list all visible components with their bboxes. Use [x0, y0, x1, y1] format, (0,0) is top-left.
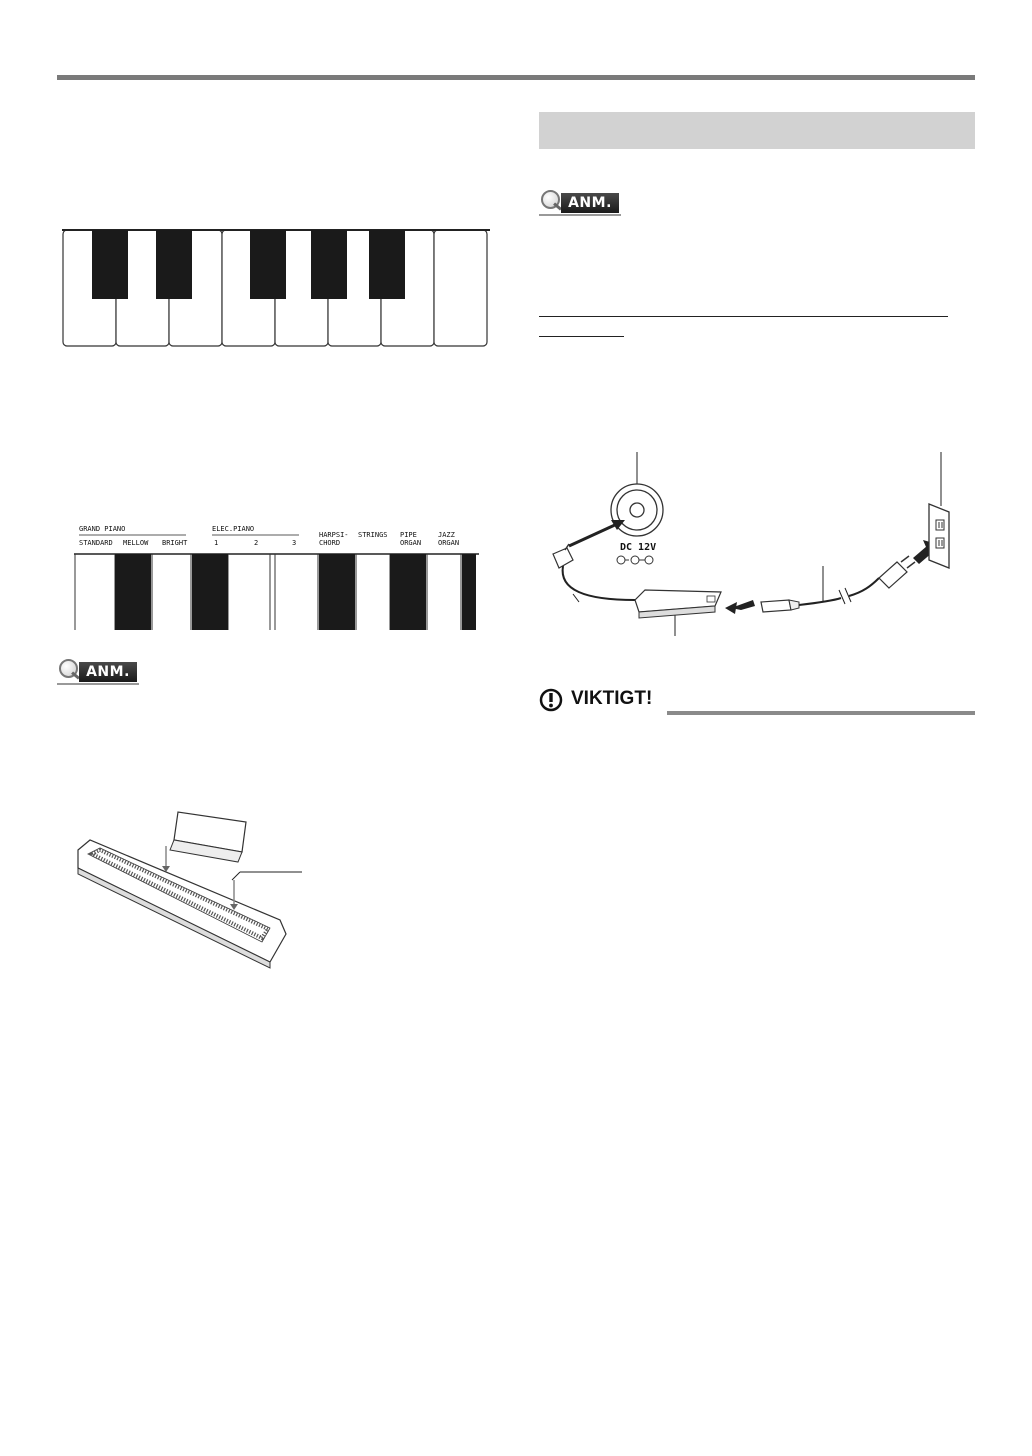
tone-standard: STANDARD [79, 539, 113, 547]
important-label: VIKTIGT! [571, 688, 653, 709]
keyboard-octave-diagram [62, 228, 490, 350]
power-cord-connector [761, 600, 799, 612]
underline-rule-short [539, 336, 624, 337]
section-heading-bar [539, 112, 975, 149]
polarity-icon [617, 556, 653, 564]
wall-outlet [929, 504, 949, 568]
black-key-1 [92, 230, 128, 299]
panel-black-key-2 [192, 554, 228, 630]
dc-jack-label: DC 12V [620, 542, 657, 553]
tone-selection-panel [74, 522, 479, 632]
tone-pipe-organ-line2: ORGAN [400, 539, 422, 547]
tone-mellow: MELLOW [123, 539, 149, 547]
power-connection-diagram [545, 450, 965, 640]
group-label-grand-piano: GRAND PIANO [79, 525, 126, 533]
black-key-3 [250, 230, 286, 299]
note-badge-label: ANM. [79, 662, 137, 682]
tone-panel-keys [74, 554, 479, 630]
panel-black-key-5 [462, 554, 476, 630]
dc-jack [611, 484, 663, 536]
group-label-elec-piano: ELEC.PIANO [212, 525, 255, 533]
piano-music-stand-illustration [70, 810, 320, 975]
panel-black-key-3 [319, 554, 355, 630]
warning-exclamation-icon [539, 688, 563, 712]
tone-jazz-organ-line1: JAZZ [438, 531, 455, 539]
tone-jazz-organ-line2: ORGAN [438, 539, 460, 547]
black-key-2 [156, 230, 192, 299]
tone-elec-3: 3 [292, 539, 297, 547]
panel-black-key-4 [390, 554, 426, 630]
tone-pipe-organ-line1: PIPE [400, 531, 417, 539]
dc-plug [553, 544, 573, 568]
note-badge-label: ANM. [561, 193, 619, 213]
underline-rule [539, 316, 948, 317]
black-key-5 [369, 230, 405, 299]
top-rule [57, 75, 975, 80]
ac-adapter [635, 590, 721, 618]
tone-bright: BRIGHT [162, 539, 188, 547]
panel-black-key-1 [115, 554, 151, 630]
tone-strings: STRINGS [358, 531, 388, 539]
black-key-4 [311, 230, 347, 299]
tone-harpsichord-line1: HARPSI- [319, 531, 349, 539]
white-key-8 [434, 230, 487, 346]
tone-elec-2: 2 [254, 539, 259, 547]
note-badge-left [57, 659, 139, 687]
important-heading [539, 686, 975, 716]
note-badge-right [539, 190, 621, 218]
important-rule [667, 711, 975, 715]
wall-plug [879, 556, 915, 588]
tone-elec-1: 1 [214, 539, 219, 547]
tone-harpsichord-line2: CHORD [319, 539, 341, 547]
